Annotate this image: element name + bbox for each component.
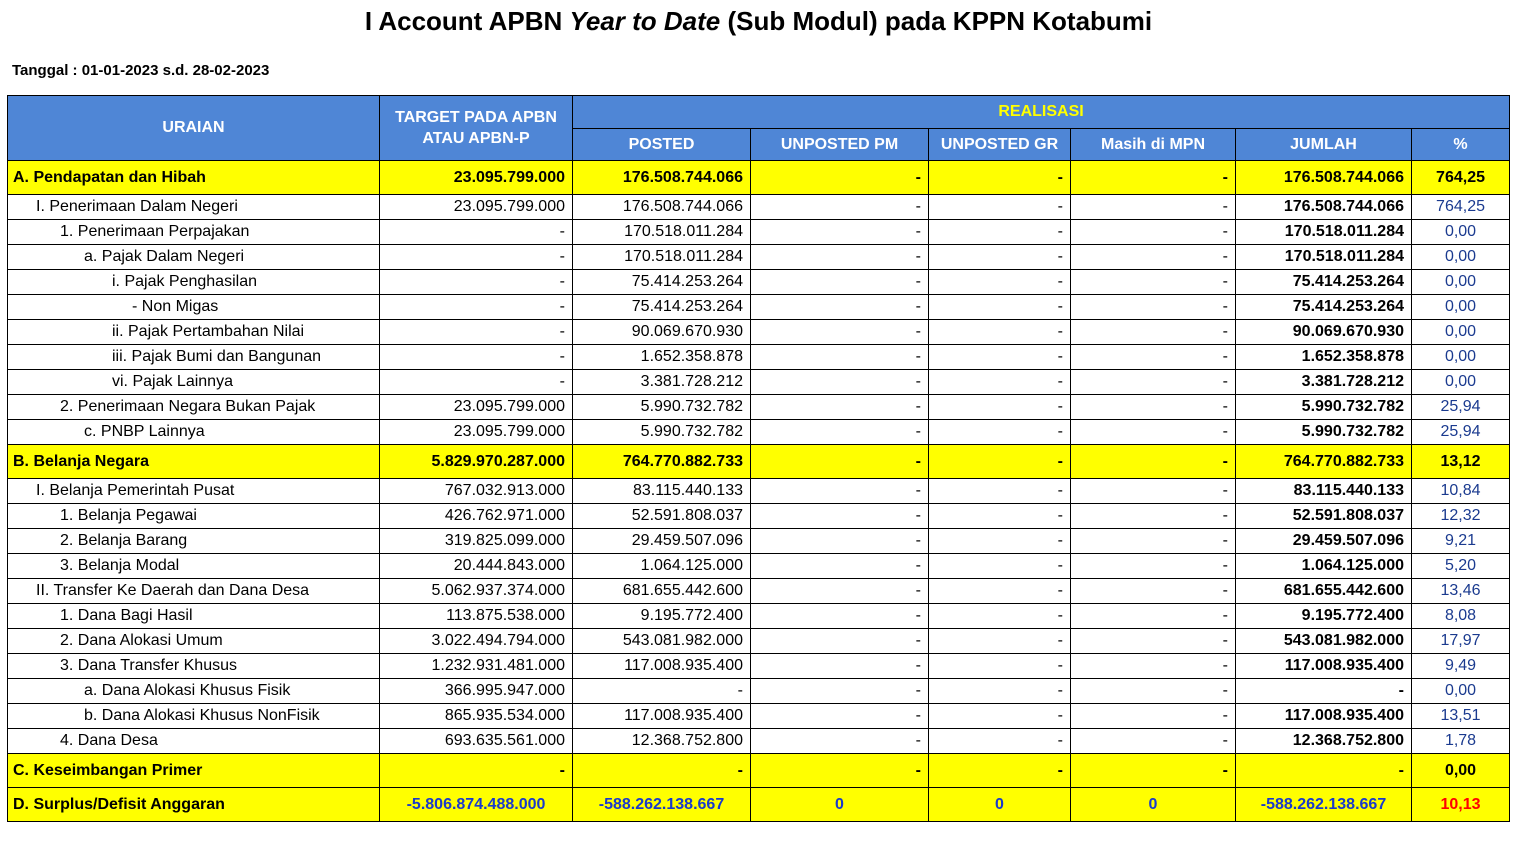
row-jumlah: 176.508.744.066 — [1236, 161, 1412, 195]
row-target: 23.095.799.000 — [380, 395, 573, 420]
row-label: B. Belanja Negara — [8, 445, 380, 479]
row-unposted-gr: - — [929, 704, 1071, 729]
row-target: 23.095.799.000 — [380, 195, 573, 220]
row-unposted-gr: - — [929, 479, 1071, 504]
header-mpn: Masih di MPN — [1071, 129, 1236, 161]
row-mpn: - — [1071, 370, 1236, 395]
row-label: 3. Dana Transfer Khusus — [8, 654, 380, 679]
row-label: - Non Migas — [8, 295, 380, 320]
table-row — [8, 788, 1510, 822]
table-row — [8, 395, 1510, 420]
row-mpn: - — [1071, 345, 1236, 370]
table-row — [8, 195, 1510, 220]
row-unposted-pm: - — [751, 504, 929, 529]
row-unposted-pm: - — [751, 654, 929, 679]
row-unposted-pm: - — [751, 479, 929, 504]
row-jumlah: 29.459.507.096 — [1236, 529, 1412, 554]
row-pct: 0,00 — [1412, 754, 1510, 788]
row-pct: 0,00 — [1412, 220, 1510, 245]
row-target: - — [380, 295, 573, 320]
row-unposted-gr: - — [929, 529, 1071, 554]
row-posted: 90.069.670.930 — [573, 320, 751, 345]
row-target: 113.875.538.000 — [380, 604, 573, 629]
row-pct: 10,84 — [1412, 479, 1510, 504]
table-row — [8, 270, 1510, 295]
row-mpn: - — [1071, 604, 1236, 629]
row-mpn: - — [1071, 245, 1236, 270]
row-label: a. Dana Alokasi Khusus Fisik — [8, 679, 380, 704]
row-jumlah: 543.081.982.000 — [1236, 629, 1412, 654]
row-pct: 764,25 — [1412, 161, 1510, 195]
row-jumlah: 75.414.253.264 — [1236, 295, 1412, 320]
table-row — [8, 579, 1510, 604]
row-label: C. Keseimbangan Primer — [8, 754, 380, 788]
row-unposted-gr: - — [929, 445, 1071, 479]
table-row — [8, 629, 1510, 654]
header-target-line1: TARGET PADA APBN — [395, 109, 557, 126]
row-unposted-gr: - — [929, 604, 1071, 629]
row-posted: 170.518.011.284 — [573, 220, 751, 245]
row-pct: 0,00 — [1412, 370, 1510, 395]
row-label: 1. Belanja Pegawai — [8, 504, 380, 529]
row-pct: 0,00 — [1412, 270, 1510, 295]
row-unposted-pm: - — [751, 754, 929, 788]
header-pct: % — [1412, 129, 1510, 161]
row-mpn: - — [1071, 445, 1236, 479]
row-posted: 117.008.935.400 — [573, 654, 751, 679]
row-unposted-gr: 0 — [929, 788, 1071, 822]
table-row — [8, 679, 1510, 704]
row-pct: 9,49 — [1412, 654, 1510, 679]
table-row — [8, 654, 1510, 679]
table-row — [8, 554, 1510, 579]
row-label: 1. Dana Bagi Hasil — [8, 604, 380, 629]
row-jumlah: 1.652.358.878 — [1236, 345, 1412, 370]
row-mpn: - — [1071, 554, 1236, 579]
row-unposted-pm: - — [751, 370, 929, 395]
row-target: 23.095.799.000 — [380, 161, 573, 195]
table-row — [8, 245, 1510, 270]
row-pct: 25,94 — [1412, 395, 1510, 420]
row-unposted-pm: - — [751, 679, 929, 704]
row-mpn: - — [1071, 320, 1236, 345]
date-range: Tanggal : 01-01-2023 s.d. 28-02-2023 — [12, 62, 270, 79]
row-target: 5.829.970.287.000 — [380, 445, 573, 479]
row-posted: 5.990.732.782 — [573, 420, 751, 445]
row-label: 3. Belanja Modal — [8, 554, 380, 579]
row-jumlah: 117.008.935.400 — [1236, 704, 1412, 729]
title-part2: Year to Date — [569, 6, 721, 36]
row-unposted-pm: - — [751, 395, 929, 420]
row-pct: 9,21 — [1412, 529, 1510, 554]
row-target: 366.995.947.000 — [380, 679, 573, 704]
row-pct: 13,12 — [1412, 445, 1510, 479]
row-label: i. Pajak Penghasilan — [8, 270, 380, 295]
row-posted: 176.508.744.066 — [573, 195, 751, 220]
row-pct: 13,46 — [1412, 579, 1510, 604]
row-target: - — [380, 345, 573, 370]
row-target: 1.232.931.481.000 — [380, 654, 573, 679]
row-target: 865.935.534.000 — [380, 704, 573, 729]
row-unposted-pm: - — [751, 195, 929, 220]
row-target: 426.762.971.000 — [380, 504, 573, 529]
row-mpn: - — [1071, 654, 1236, 679]
header-target — [380, 96, 573, 161]
table-row — [8, 295, 1510, 320]
row-unposted-gr: - — [929, 295, 1071, 320]
row-mpn: - — [1071, 161, 1236, 195]
row-pct: 0,00 — [1412, 679, 1510, 704]
table-row — [8, 704, 1510, 729]
row-unposted-gr: - — [929, 654, 1071, 679]
title-part1: I Account APBN — [364, 6, 570, 36]
row-unposted-gr: - — [929, 679, 1071, 704]
row-pct: 0,00 — [1412, 320, 1510, 345]
row-posted: 9.195.772.400 — [573, 604, 751, 629]
row-unposted-pm: - — [751, 554, 929, 579]
table-row — [8, 729, 1510, 754]
row-target: - — [380, 754, 573, 788]
row-unposted-pm: 0 — [751, 788, 929, 822]
row-mpn: - — [1071, 729, 1236, 754]
row-unposted-pm: - — [751, 445, 929, 479]
row-target: - — [380, 370, 573, 395]
row-pct: 1,78 — [1412, 729, 1510, 754]
row-unposted-gr: - — [929, 754, 1071, 788]
row-posted: 1.652.358.878 — [573, 345, 751, 370]
table-row — [8, 479, 1510, 504]
row-unposted-pm: - — [751, 345, 929, 370]
table-row — [8, 161, 1510, 195]
row-mpn: - — [1071, 295, 1236, 320]
row-unposted-pm: - — [751, 420, 929, 445]
row-mpn: - — [1071, 220, 1236, 245]
row-posted: 170.518.011.284 — [573, 245, 751, 270]
row-pct: 8,08 — [1412, 604, 1510, 629]
header-realisasi: REALISASI — [573, 96, 1510, 129]
row-target: 20.444.843.000 — [380, 554, 573, 579]
row-posted: 5.990.732.782 — [573, 395, 751, 420]
header-posted: POSTED — [573, 129, 751, 161]
row-jumlah: - — [1236, 679, 1412, 704]
row-jumlah: 764.770.882.733 — [1236, 445, 1412, 479]
row-mpn: - — [1071, 754, 1236, 788]
row-target: - — [380, 220, 573, 245]
row-pct: 764,25 — [1412, 195, 1510, 220]
row-target: 23.095.799.000 — [380, 420, 573, 445]
row-unposted-gr: - — [929, 370, 1071, 395]
row-posted: 117.008.935.400 — [573, 704, 751, 729]
row-label: 2. Dana Alokasi Umum — [8, 629, 380, 654]
row-pct: 0,00 — [1412, 245, 1510, 270]
row-unposted-pm: - — [751, 729, 929, 754]
row-label: ii. Pajak Pertambahan Nilai — [8, 320, 380, 345]
row-label: II. Transfer Ke Daerah dan Dana Desa — [8, 579, 380, 604]
page-title — [0, 6, 1517, 37]
table-body — [8, 161, 1510, 822]
row-jumlah: 83.115.440.133 — [1236, 479, 1412, 504]
row-pct: 0,00 — [1412, 295, 1510, 320]
row-posted: 3.381.728.212 — [573, 370, 751, 395]
row-jumlah: 5.990.732.782 — [1236, 420, 1412, 445]
row-jumlah: 170.518.011.284 — [1236, 245, 1412, 270]
row-unposted-gr: - — [929, 161, 1071, 195]
table-row — [8, 529, 1510, 554]
row-label: b. Dana Alokasi Khusus NonFisik — [8, 704, 380, 729]
row-label: I. Penerimaan Dalam Negeri — [8, 195, 380, 220]
row-mpn: - — [1071, 679, 1236, 704]
row-posted: 83.115.440.133 — [573, 479, 751, 504]
row-jumlah: 117.008.935.400 — [1236, 654, 1412, 679]
row-unposted-gr: - — [929, 245, 1071, 270]
row-pct: 0,00 — [1412, 345, 1510, 370]
row-posted: 75.414.253.264 — [573, 295, 751, 320]
row-unposted-gr: - — [929, 579, 1071, 604]
row-unposted-gr: - — [929, 395, 1071, 420]
row-unposted-pm: - — [751, 529, 929, 554]
row-mpn: - — [1071, 704, 1236, 729]
title-part3: (Sub Modul) pada KPPN Kotabumi — [720, 6, 1153, 36]
row-posted: -588.262.138.667 — [573, 788, 751, 822]
table-row — [8, 220, 1510, 245]
row-unposted-pm: - — [751, 220, 929, 245]
row-mpn: - — [1071, 479, 1236, 504]
row-unposted-pm: - — [751, 161, 929, 195]
row-mpn: - — [1071, 420, 1236, 445]
header-uraian: URAIAN — [8, 96, 380, 161]
row-posted: 681.655.442.600 — [573, 579, 751, 604]
row-label: 1. Penerimaan Perpajakan — [8, 220, 380, 245]
row-unposted-pm: - — [751, 295, 929, 320]
row-label: a. Pajak Dalam Negeri — [8, 245, 380, 270]
row-unposted-pm: - — [751, 320, 929, 345]
row-jumlah: 1.064.125.000 — [1236, 554, 1412, 579]
row-jumlah: 3.381.728.212 — [1236, 370, 1412, 395]
row-jumlah: 170.518.011.284 — [1236, 220, 1412, 245]
row-jumlah: 176.508.744.066 — [1236, 195, 1412, 220]
row-unposted-pm: - — [751, 604, 929, 629]
row-posted: 75.414.253.264 — [573, 270, 751, 295]
row-posted: 764.770.882.733 — [573, 445, 751, 479]
row-label: I. Belanja Pemerintah Pusat — [8, 479, 380, 504]
row-label: 4. Dana Desa — [8, 729, 380, 754]
row-pct: 25,94 — [1412, 420, 1510, 445]
header-jumlah: JUMLAH — [1236, 129, 1412, 161]
row-pct: 5,20 — [1412, 554, 1510, 579]
row-jumlah: 90.069.670.930 — [1236, 320, 1412, 345]
row-label: A. Pendapatan dan Hibah — [8, 161, 380, 195]
row-mpn: 0 — [1071, 788, 1236, 822]
row-target: 767.032.913.000 — [380, 479, 573, 504]
row-unposted-gr: - — [929, 220, 1071, 245]
table-row — [8, 754, 1510, 788]
row-unposted-gr: - — [929, 320, 1071, 345]
row-target: - — [380, 270, 573, 295]
row-posted: 176.508.744.066 — [573, 161, 751, 195]
header-target-line2: ATAU APBN-P — [422, 130, 530, 147]
row-posted: 1.064.125.000 — [573, 554, 751, 579]
table-row — [8, 420, 1510, 445]
row-target: - — [380, 245, 573, 270]
row-posted: 29.459.507.096 — [573, 529, 751, 554]
row-target: 5.062.937.374.000 — [380, 579, 573, 604]
table-row — [8, 345, 1510, 370]
row-posted: 52.591.808.037 — [573, 504, 751, 529]
row-jumlah: -588.262.138.667 — [1236, 788, 1412, 822]
row-unposted-pm: - — [751, 579, 929, 604]
row-mpn: - — [1071, 579, 1236, 604]
table-row — [8, 604, 1510, 629]
row-target: 319.825.099.000 — [380, 529, 573, 554]
row-target: 693.635.561.000 — [380, 729, 573, 754]
row-label: c. PNBP Lainnya — [8, 420, 380, 445]
row-posted: - — [573, 679, 751, 704]
row-pct: 12,32 — [1412, 504, 1510, 529]
row-target: 3.022.494.794.000 — [380, 629, 573, 654]
row-pct: 13,51 — [1412, 704, 1510, 729]
row-jumlah: 5.990.732.782 — [1236, 395, 1412, 420]
row-jumlah: 9.195.772.400 — [1236, 604, 1412, 629]
row-posted: 12.368.752.800 — [573, 729, 751, 754]
row-unposted-pm: - — [751, 704, 929, 729]
header-unposted-pm: UNPOSTED PM — [751, 129, 929, 161]
row-label: iii. Pajak Bumi dan Bangunan — [8, 345, 380, 370]
row-unposted-gr: - — [929, 554, 1071, 579]
row-posted: - — [573, 754, 751, 788]
row-jumlah: 12.368.752.800 — [1236, 729, 1412, 754]
table-row — [8, 504, 1510, 529]
row-unposted-gr: - — [929, 270, 1071, 295]
row-mpn: - — [1071, 504, 1236, 529]
table-row — [8, 370, 1510, 395]
row-mpn: - — [1071, 629, 1236, 654]
row-unposted-gr: - — [929, 729, 1071, 754]
row-jumlah: 681.655.442.600 — [1236, 579, 1412, 604]
row-unposted-pm: - — [751, 245, 929, 270]
row-label: vi. Pajak Lainnya — [8, 370, 380, 395]
row-jumlah: - — [1236, 754, 1412, 788]
row-pct: 17,97 — [1412, 629, 1510, 654]
row-mpn: - — [1071, 270, 1236, 295]
row-label: D. Surplus/Defisit Anggaran — [8, 788, 380, 822]
row-mpn: - — [1071, 395, 1236, 420]
row-mpn: - — [1071, 195, 1236, 220]
row-unposted-gr: - — [929, 504, 1071, 529]
table-row — [8, 445, 1510, 479]
row-target: - — [380, 320, 573, 345]
row-unposted-gr: - — [929, 345, 1071, 370]
row-unposted-pm: - — [751, 629, 929, 654]
row-unposted-gr: - — [929, 629, 1071, 654]
row-unposted-gr: - — [929, 420, 1071, 445]
row-jumlah: 52.591.808.037 — [1236, 504, 1412, 529]
row-unposted-gr: - — [929, 195, 1071, 220]
row-label: 2. Penerimaan Negara Bukan Pajak — [8, 395, 380, 420]
table-row — [8, 320, 1510, 345]
row-unposted-pm: - — [751, 270, 929, 295]
row-jumlah: 75.414.253.264 — [1236, 270, 1412, 295]
row-pct: 10,13 — [1412, 788, 1510, 822]
row-target: -5.806.874.488.000 — [380, 788, 573, 822]
row-label: 2. Belanja Barang — [8, 529, 380, 554]
row-mpn: - — [1071, 529, 1236, 554]
row-posted: 543.081.982.000 — [573, 629, 751, 654]
header-unposted-gr: UNPOSTED GR — [929, 129, 1071, 161]
account-table — [7, 95, 1510, 822]
